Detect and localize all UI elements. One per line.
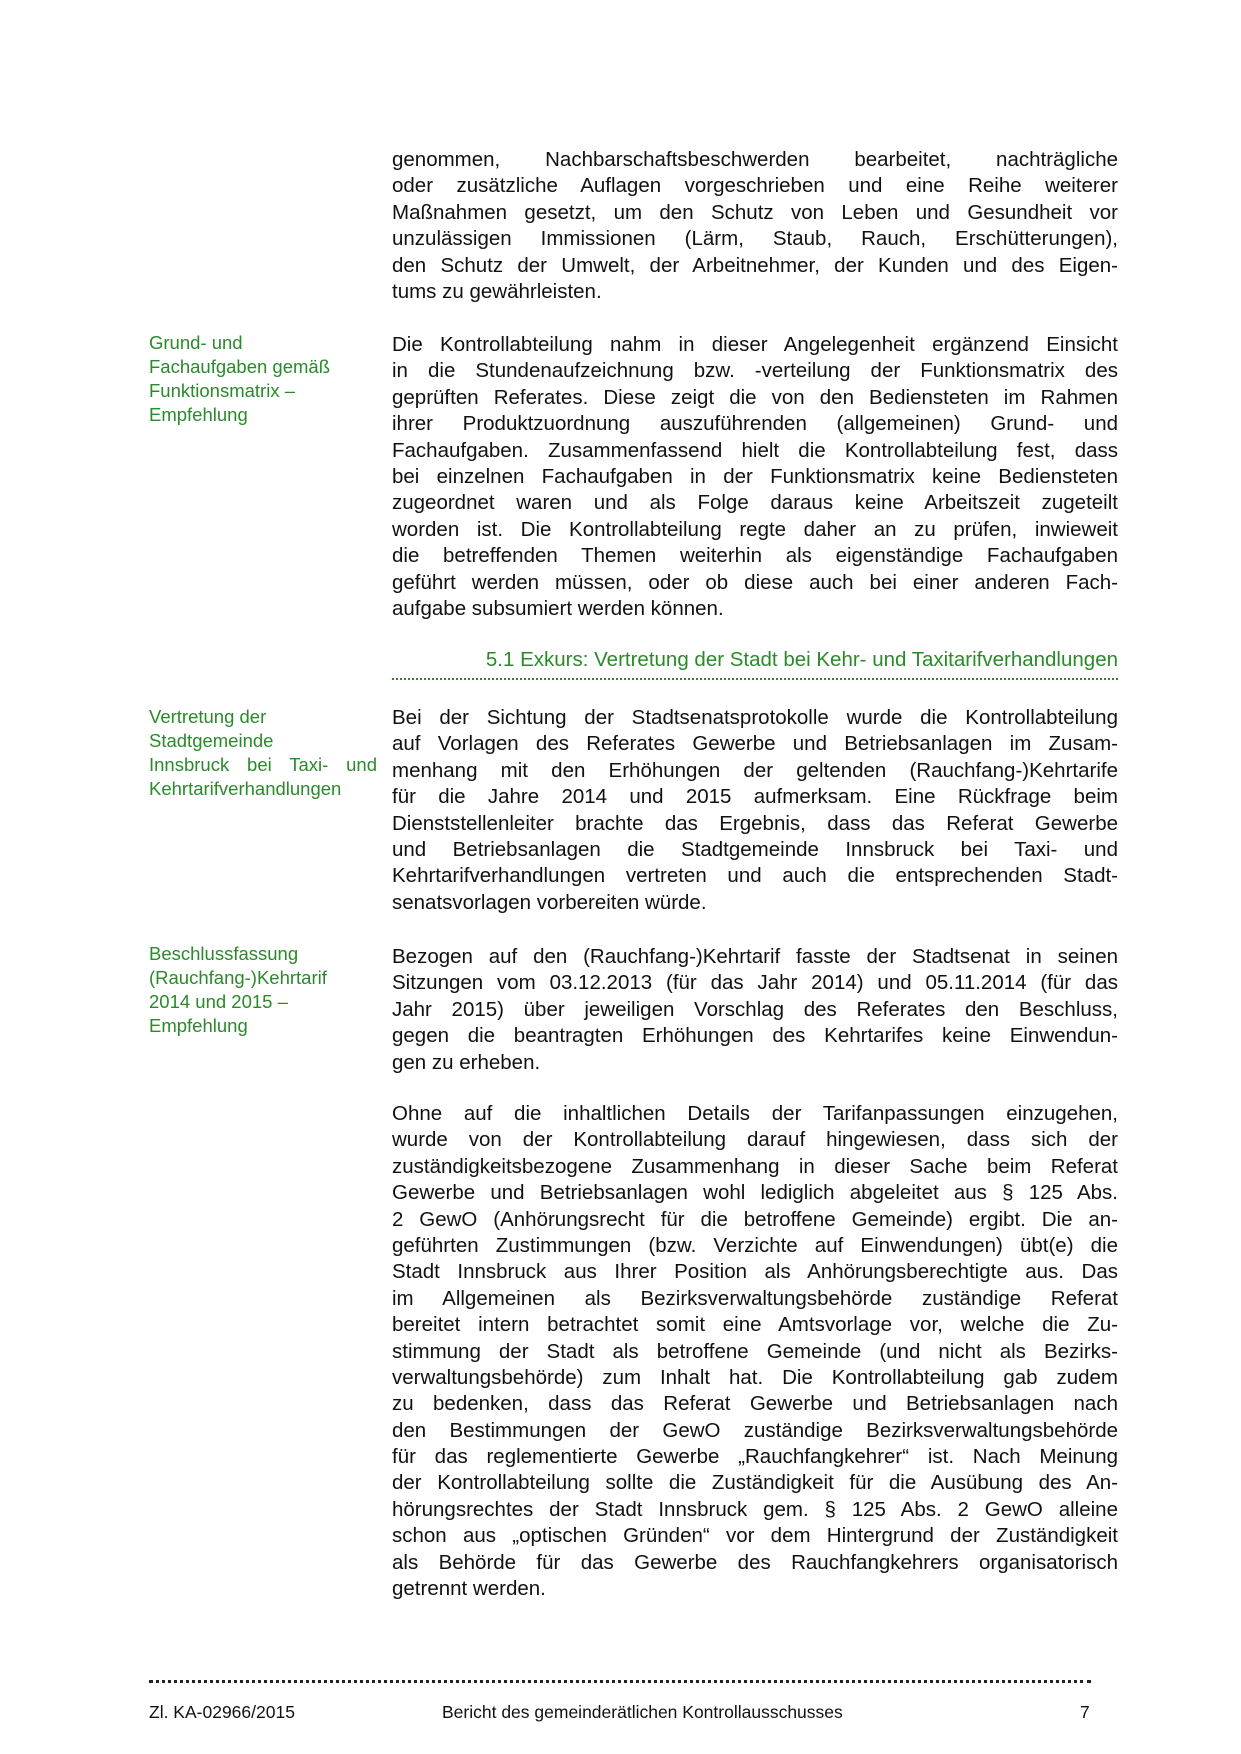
text-line: den Schutz der Umwelt, der Arbeitnehmer, der Kunden und des Eigen- (392, 253, 1118, 277)
text-line: Die Kontrollabteilung nahm in dieser Angelegenheit ergänzend Einsicht (392, 333, 1118, 356)
margin-note-1 (149, 331, 389, 427)
text-line: Maßnahmen gesetzt, um den Schutz von Leben und Gesundheit vor (392, 200, 1118, 224)
margin-note-line: Innsbruck bei Taxi- und (149, 754, 377, 775)
text-line: menhang mit den Erhöhungen der geltenden (Rauchfang-)Kehrtarife (392, 758, 1118, 782)
text-line: als Behörde für das Gewerbe des Rauchfangkehrers organisatorisch (392, 1550, 1118, 1574)
text-line: aufgabe subsumiert werden können. (392, 596, 724, 620)
margin-note-2 (149, 705, 389, 801)
text-line: Kehrtarifverhandlungen vertreten und auch die entsprechenden Stadt- (392, 864, 1118, 888)
text-line: für die Jahre 2014 und 2015 aufmerksam. Eine Rückfrage beim (392, 785, 1118, 809)
text-line: für das reglementierte Gewerbe „Rauchfangkehrer“ ist. Nach Meinung (392, 1445, 1118, 1469)
text-line: zugeordnet waren und als Folge daraus keine Arbeitszeit zugeteilt (392, 491, 1118, 515)
paragraph-1 (392, 147, 1118, 305)
margin-note-line: (Rauchfang-)Kehrtarif (149, 967, 327, 988)
margin-note-line: 2014 und 2015 – (149, 991, 288, 1012)
paragraph-2 (392, 332, 1118, 622)
text-line: schon aus „optischen Gründen“ vor dem Hintergrund der Zuständigkeit (392, 1524, 1118, 1548)
section-heading: 5.1 Exkurs: Vertretung der Stadt bei Kehr- und Taxitarifverhandlungen (392, 648, 1118, 680)
margin-note-line: Kehrtarifverhandlungen (149, 778, 342, 799)
text-line: die betreffenden Themen weiterhin als eigenständige Fachaufgaben (392, 544, 1118, 568)
text-line: senatsvorlagen vorbereiten würde. (392, 890, 707, 914)
margin-note-line: Stadtgemeinde (149, 730, 274, 751)
text-line: stimmung der Stadt als betroffene Gemeinde (und nicht als Bezirks- (392, 1339, 1118, 1363)
margin-note-3 (149, 942, 389, 1038)
margin-note-line: Beschlussfassung (149, 943, 299, 964)
text-line: zu bedenken, dass das Referat Gewerbe und Betriebsanlagen nach (392, 1392, 1118, 1416)
text-line: geprüften Referates. Diese zeigt die von den Bediensteten im Rahmen (392, 385, 1118, 409)
margin-note-line: Grund- und (149, 332, 243, 353)
text-line: wurde von der Kontrollabteilung darauf hingewiesen, dass sich der (392, 1128, 1118, 1152)
text-line: getrennt werden. (392, 1577, 546, 1601)
footer-title: Bericht des gemeinderätlichen Kontrollausschusses (442, 1702, 843, 1722)
text-line: den Bestimmungen der GewO zuständige Bezirksverwaltungsbehörde (392, 1418, 1118, 1442)
text-line: hörungsrechtes der Stadt Innsbruck gem. § 125 Abs. 2 GewO alleine (392, 1497, 1118, 1521)
text-line: worden ist. Die Kontrollabteilung regte daher an zu prüfen, inwieweit (392, 517, 1118, 541)
footer-reference: Zl. KA-02966/2015 (149, 1702, 295, 1722)
text-line: bereitet intern betrachtet somit eine Amtsvorlage vor, welche die Zu- (392, 1313, 1118, 1337)
margin-note-line: Empfehlung (149, 404, 248, 425)
text-line: Bei der Sichtung der Stadtsenatsprotokolle wurde die Kontrollabteilung (392, 706, 1118, 729)
margin-note-line: Vertretung der (149, 706, 267, 727)
paragraph-4 (392, 944, 1118, 1076)
text-line: auf Vorlagen des Referates Gewerbe und Betriebsanlagen im Zusam- (392, 732, 1118, 756)
margin-note-line: Funktionsmatrix – (149, 380, 295, 401)
text-line: Jahr 2015) über jeweiligen Vorschlag des Referates den Beschluss, (392, 997, 1118, 1021)
page-number: 7 (1080, 1702, 1090, 1722)
text-line: Gewerbe und Betriebsanlagen wohl lediglich abgeleitet aus § 125 Abs. (392, 1181, 1118, 1205)
margin-note-line: Fachaufgaben gemäß (149, 356, 331, 377)
text-line: zuständigkeitsbezogene Zusammenhang in dieser Sache beim Referat (392, 1154, 1118, 1178)
text-line: geführten Zustimmungen (bzw. Verzichte auf Einwendungen) übt(e) die (392, 1233, 1118, 1257)
text-line: Stadt Innsbruck aus Ihrer Position als Anhörungsberechtigte aus. Das (392, 1260, 1118, 1284)
text-line: oder zusätzliche Auflagen vorgeschrieben und eine Reihe weiterer (392, 174, 1118, 198)
text-line: 2 GewO (Anhörungsrecht für die betroffene Gemeinde) ergibt. Die an- (392, 1207, 1118, 1231)
text-line: in die Stundenaufzeichnung bzw. -verteilung der Funktionsmatrix des (392, 359, 1118, 383)
text-line: geführt werden müssen, oder ob diese auch bei einer anderen Fach- (392, 570, 1118, 594)
text-line: der Kontrollabteilung sollte die Zuständigkeit für die Ausübung des An- (392, 1471, 1118, 1495)
text-line: bei einzelnen Fachaufgaben in der Funktionsmatrix keine Bediensteten (392, 464, 1118, 488)
text-line: Dienststellenleiter brachte das Ergebnis, dass das Referat Gewerbe (392, 811, 1118, 835)
paragraph-3 (392, 705, 1118, 916)
text-line: unzulässigen Immissionen (Lärm, Staub, Rauch, Erschütterungen), (392, 227, 1118, 251)
text-line: tums zu gewährleisten. (392, 279, 602, 303)
text-line: Sitzungen vom 03.12.2013 (für das Jahr 2014) und 05.11.2014 (für das (392, 971, 1118, 995)
text-line: ihrer Produktzuordnung auszuführenden (allgemeinen) Grund- und (392, 412, 1118, 436)
text-line: Ohne auf die inhaltlichen Details der Tarifanpassungen einzugehen, (392, 1102, 1118, 1125)
text-line: genommen, Nachbarschaftsbeschwerden bearbeitet, nachträgliche (392, 148, 1118, 171)
footer-divider (149, 1680, 1091, 1683)
margin-note-line: Empfehlung (149, 1015, 248, 1036)
text-line: gegen die beantragten Erhöhungen des Kehrtarifes keine Einwendun- (392, 1024, 1118, 1048)
paragraph-5 (392, 1101, 1118, 1602)
text-line: gen zu erheben. (392, 1050, 541, 1074)
text-line: und Betriebsanlagen die Stadtgemeinde Innsbruck bei Taxi- und (392, 837, 1118, 861)
text-line: verwaltungsbehörde) zum Inhalt hat. Die Kontrollabteilung gab zudem (392, 1365, 1118, 1389)
text-line: Fachaufgaben. Zusammenfassend hielt die Kontrollabteilung fest, dass (392, 438, 1118, 462)
text-line: Bezogen auf den (Rauchfang-)Kehrtarif fasste der Stadtsenat in seinen (392, 945, 1118, 968)
text-line: im Allgemeinen als Bezirksverwaltungsbehörde zuständige Referat (392, 1286, 1118, 1310)
